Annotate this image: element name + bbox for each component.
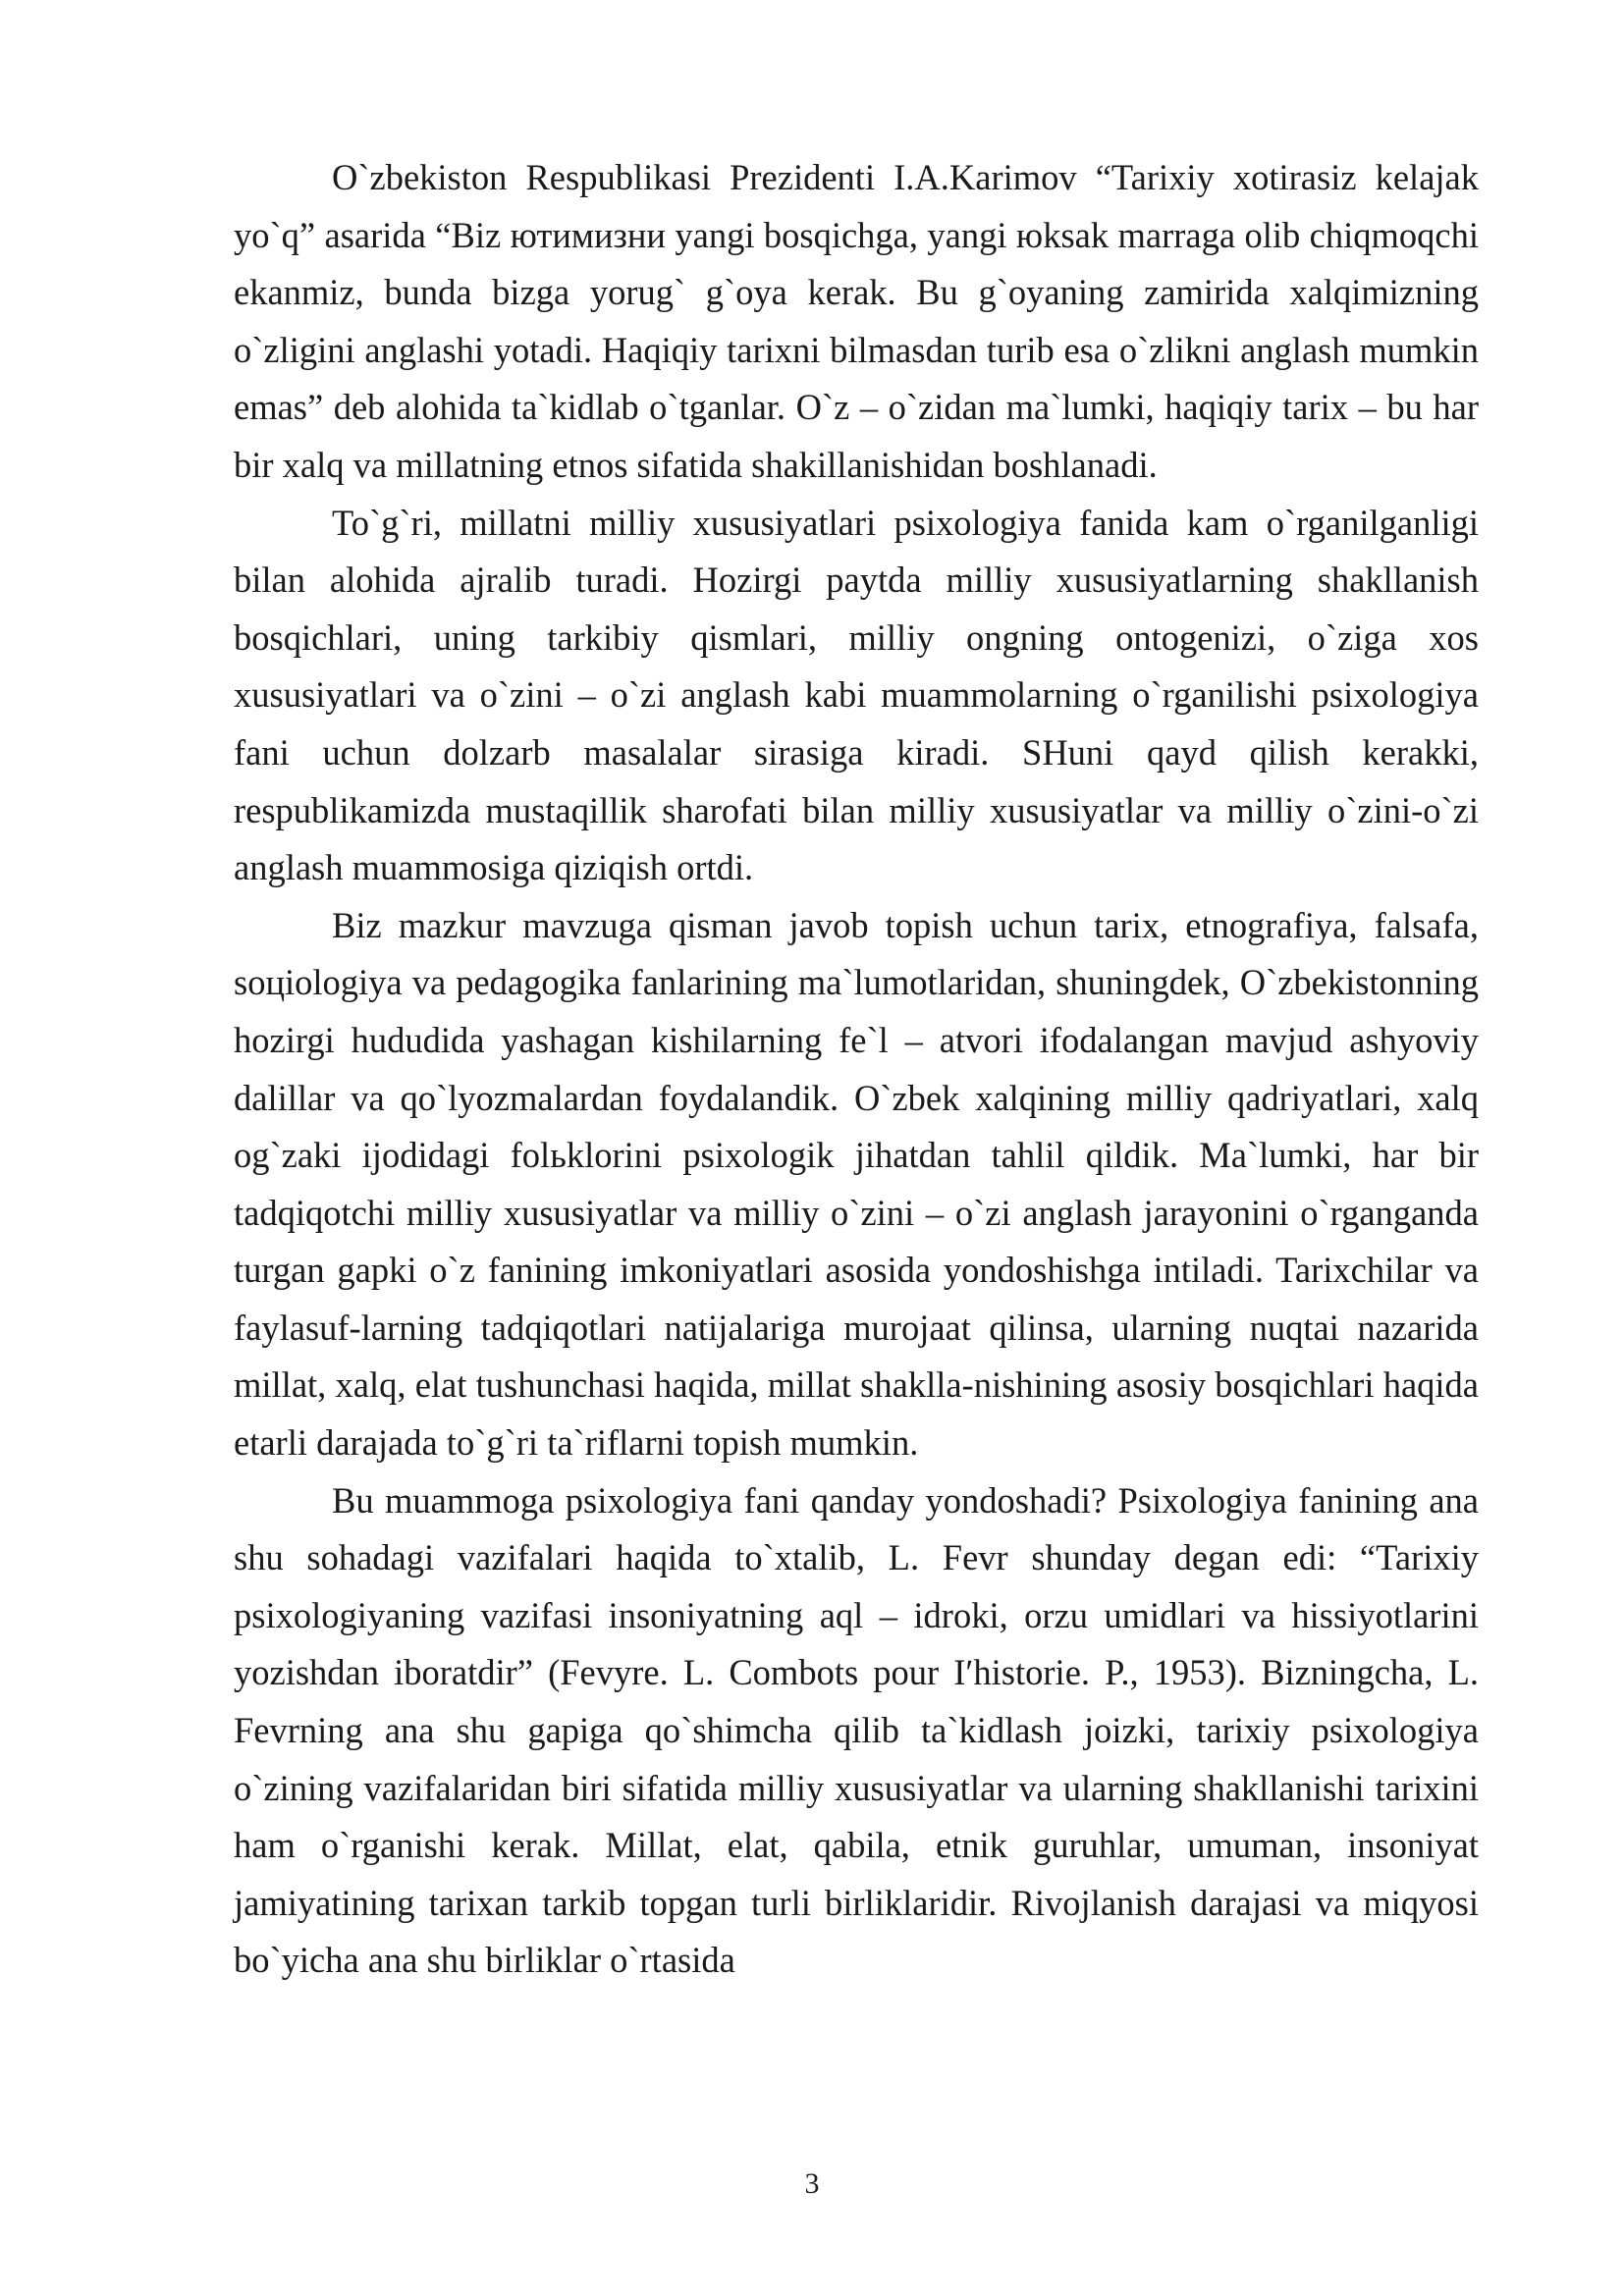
paragraph-2: To`g`ri, millatni milliy xususiyatlari psixologiya fanida kam o`rganilganligi bilan alohida ajralib turadi. Hozirgi paytda milliy xususiyatlarning shakllanish bosqichlari, uning tarkibiy qismlari, milliy ongning ontogenizi, o`ziga xos xususiyatlari va o`zini – o`zi anglash kabi muammolarning o`rganilishi psixologiya fani uchun dolzarb masalalar sirasiga kiradi. SHuni qayd qilish kerakki, respublikamizda mustaqillik sharofati bilan milliy xususiyatlar va milliy o`zini-o`zi anglash muammosiga qiziqish ortdi. xyxy=(234,502,1479,888)
paragraph-3: Biz mazkur mavzuga qisman javob topish uchun tarix, etnografiya, falsafa, soцiologiya va pedagogika fanlarining ma`lumotlaridan, shuningdek, O`zbekistonning hozirgi hududida yashagan kishilarning fe`l – atvori ifodalangan mavjud ashyoviy dalillar va qo`lyozmalardan foydalandik. O`zbek xalqining milliy qadriyatlari, xalq og`zaki ijodidagi folьklorini psixologik jihatdan tahlil qildik. Ma`lumki, har bir tadqiqotchi milliy xususiyatlar va milliy o`zini – o`zi anglash jarayonini o`rganganda turgan gapki o`z fanining imkoniyatlari asosida yondoshishga intiladi. Tarixchilar va faylasuf-larning tadqiqotlari natijalariga murojaat qilinsa, ularning nuqtai nazarida millat, xalq, elat tushunchasi haqida, millat shaklla-nishining asosiy bosqichlari haqida etarli darajada to`g`ri ta`riflarni topish mumkin. xyxy=(234,904,1479,1464)
page-number: 3 xyxy=(804,2167,820,2200)
paragraph-4: Bu muammoga psixologiya fani qanday yondoshadi? Psixologiya fanining ana shu sohadagi vazifalari haqida to`xtalib, L. Fevr shunday degan edi: “Tarixiy psixologiyaning vazifasi insoniyatning aql – idroki, orzu umidlari va hissiyotlarini yozishdan iboratdir” (Fevyre. L. Combots pour Iʹhistorie. P., 1953). Bizningcha, L. Fevrning ana shu gapiga qo`shimcha qilib ta`kidlash joizki, tarixiy psixologiya o`zining vazifalaridan biri sifatida milliy xususiyatlar va ularning shakllanishi tarixini ham o`rganishi kerak. Millat, elat, qabila, etnik guruhlar, umuman, insoniyat jamiyatining tarixan tarkib topgan turli birliklaridir. Rivojlanish darajasi va miqyosi bo`yicha ana shu birliklar o`rtasida xyxy=(234,1479,1479,1981)
body-text xyxy=(234,149,1479,1990)
paragraph-1: O`zbekiston Respublikasi Prezidenti I.A.Karimov “Tarixiy xotirasiz kelajak yo`q” asarida “Biz ют​имизни yangi bosqichga, yangi юksak marraga olib chiqmoqchi ekanmiz, bunda bizga yorug` g`oya kerak. Bu g`oyaning zamirida xalqimizning o`zligini anglashi yotadi. Haqiqiy tarixni bilmasdan turib esa o`zlikni anglash mumkin emas” deb alohida ta`kidlab o`tganlar. O`z – o`zidan ma`lumki, haqiqiy tarix – bu har bir xalq va millatning etnos sifatida shakillanishidan boshlanadi. xyxy=(234,157,1479,485)
